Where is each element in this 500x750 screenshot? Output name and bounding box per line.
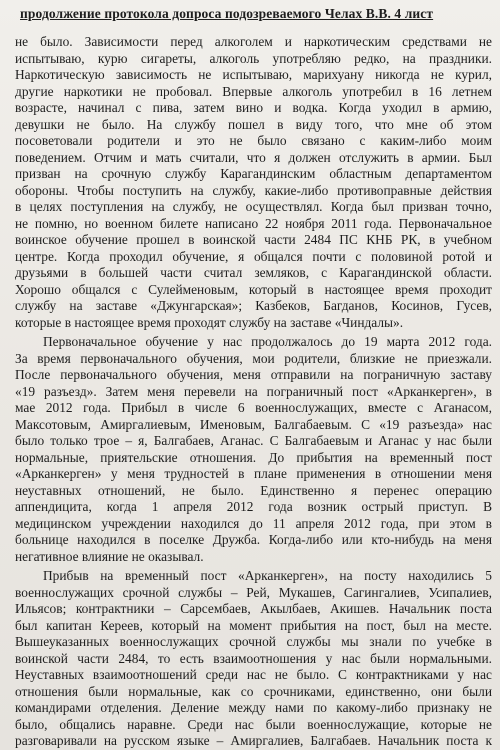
text-line: командирами отделения. Деление между нами по какому-либо признаку не xyxy=(15,700,492,715)
text-line: «19 разъезд». Затем меня перевели на пограничный пост «Арканкерген», в xyxy=(15,383,492,399)
text-line: Неуставных взаимоотношений среди нас не было. С контрактниками у нас xyxy=(15,667,492,682)
text-line: Хорошо общался с Сулейменовым, который в настоящее время проходит xyxy=(15,281,492,297)
protocol-body xyxy=(15,34,492,750)
text-line: возрасте, начинал с пива, затем вино и водка. Когда уходил в армию, xyxy=(15,100,492,115)
text-line: разговаривали на русском языке – Амиргалиев, Балгабаев. Начальник поста к xyxy=(15,733,492,748)
text-line: Наркотическую зависимость не испытываю, марихуану никогда не курил, xyxy=(15,67,492,82)
text-line: было, общались наравне. Среди нас были военнослужащие, которые не xyxy=(15,716,492,732)
text-line: девушки не было. На службу пошел в виду того, что мне об этом xyxy=(15,116,492,132)
text-line: центре. Когда проходил обучение, я общался почти с половиной ротой и xyxy=(15,248,492,264)
text-line: Вышеуказанных военнослужащих срочной службы мы знали по учебке в xyxy=(15,634,492,649)
text-line: отношения были нормальные, как со срочниками, единственно, они были xyxy=(15,683,492,699)
text-line: поведением. Отчим и мать считали, что я должен отслужить в армии. Был xyxy=(15,149,492,165)
text-line: воинское обучение прошел в воинской части 2484 ПС КНБ РК, в учебном xyxy=(15,232,492,247)
text-line: в целях поступления на службу, не осуществлял. Когда был призван точно, xyxy=(15,199,492,214)
text-line: призван на срочную службу Карагандинским областным департаментом xyxy=(15,166,492,181)
paragraph xyxy=(15,34,492,331)
text-line: воинской части 2484, то есть взаимоотношения у нас были нормальными. xyxy=(15,650,492,666)
text-line: Ильясов; контрактники – Сарсембаев, Акылбаев, Акишев. Начальник поста xyxy=(15,601,492,616)
text-line: не было. Зависимости перед алкоголем и наркотическим средствами не xyxy=(15,34,492,49)
text-line: не помню, но военном билете написано 22 ноября 2011 года. Первоначальное xyxy=(15,215,492,231)
text-line: обороны. Чтобы поступить на службу, какие-либо противоправные действия xyxy=(15,182,492,198)
text-line: другие наркотики не пробовал. Впервые алкоголь употребил в 16 летнем xyxy=(15,83,492,99)
text-line: был капитан Кереев, который на момент прибытия на пост, был на месте. xyxy=(15,617,492,633)
text-line: испытываю, курю сигареты, алкоголь употребляю редко, на праздники. xyxy=(15,50,492,66)
protocol-header: продолжение протокола допроса подозреваемого Челах В.В. 4 лист xyxy=(20,6,434,21)
text-line: которые в настоящее время проходят службу на заставе «Чиндалы». xyxy=(15,314,404,330)
text-line: больнице находился в поселке Дружба. Когда-либо или кто-нибудь на меня xyxy=(15,532,492,547)
text-line: военнослужащих срочной службы – Рей, Мукашев, Сагингалиев, Усипалиев, xyxy=(15,584,492,600)
text-line: неуставных отношений, не было. Единственно я перенес операцию xyxy=(15,482,492,498)
paragraph xyxy=(15,334,492,565)
text-line: Прибыв на временный пост «Арканкерген», на посту находились 5 xyxy=(43,568,492,583)
text-line: После первоначального обучения, меня отправили на пограничную заставу xyxy=(15,367,492,382)
text-line: «Арканкерген» у меня трудностей в плане применения в отношении меня xyxy=(15,466,492,481)
text-line: Максотовым, Амиргалиевым, Именовым, Балгабаевым. С «19 разъезда» нас xyxy=(15,416,492,432)
text-line: аппендицита, когда 1 апреля 2012 года возник острый приступ. В xyxy=(15,499,492,514)
text-line: негативное влияние не оказывал. xyxy=(15,548,204,564)
text-line: За время первоначального обучения, мои родители, близкие не приезжали. xyxy=(15,350,492,366)
text-line: службу на заставе «Джунгарская»; Казбеков, Багданов, Косинов, Гусев, xyxy=(15,298,492,313)
text-line: Первоначальное обучение у нас продолжалось до 19 марта 2012 года. xyxy=(43,334,492,349)
text-line: друзьями в большей части считал земляков, с Карагандинской области. xyxy=(15,265,492,280)
paragraph xyxy=(15,568,492,750)
text-line: было только трое – я, Балгабаев, Аганас. С Балгабаевым и Аганас у нас были xyxy=(15,433,492,448)
text-line: мае 2012 года. Прибыл в числе 6 военнослужащих, вместе с Аганасом, xyxy=(15,400,492,415)
text-line: медицинском учреждении находился до 11 апреля 2012 года, при этом в xyxy=(15,515,492,531)
text-line: нормальные, приятельские отношения. До прибытия на временный пост xyxy=(15,449,492,465)
text-line: посоветовали родители и это не было связано с каким-либо моим xyxy=(15,133,492,148)
